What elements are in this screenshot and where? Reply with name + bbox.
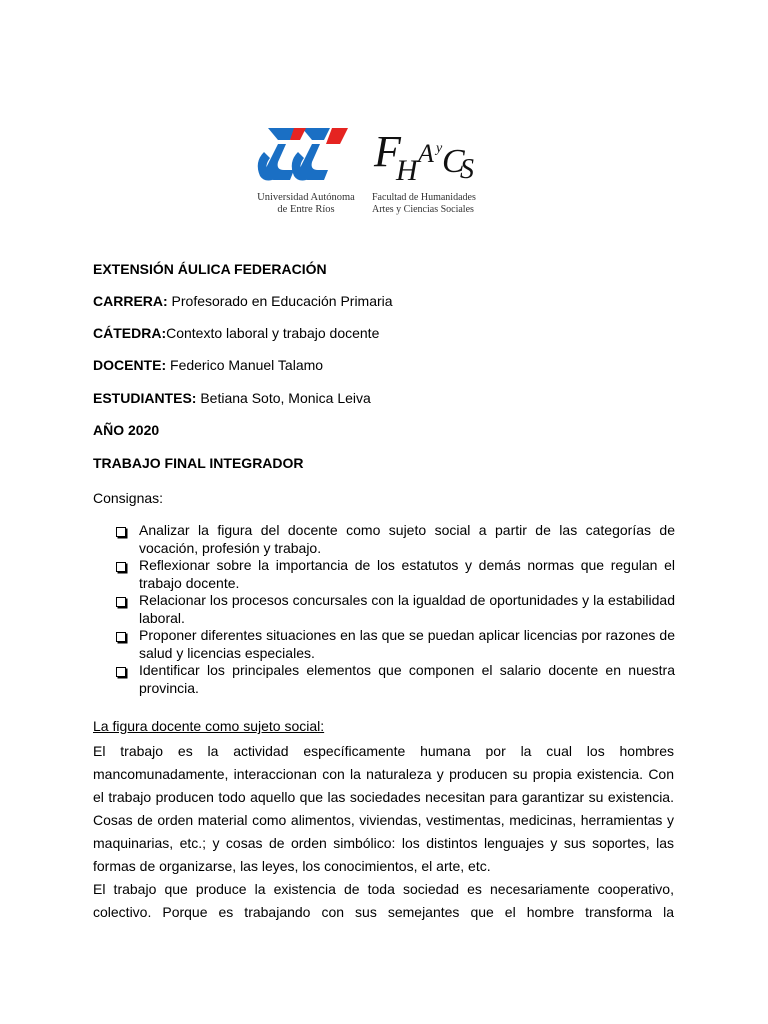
anio-text: AÑO 2020 — [93, 422, 160, 438]
svg-text:C: C — [442, 143, 465, 180]
faculty-name — [372, 192, 482, 215]
consignas-label: Consignas: — [93, 490, 164, 506]
uader-emblem-icon — [250, 122, 362, 190]
trabajo-heading — [93, 454, 304, 472]
list-item-text: Analizar la figura del docente como sujeto social a partir de las categorías de vocación, profesión y trabajo. — [139, 522, 675, 556]
carrera-label: CARRERA: — [93, 293, 168, 309]
section-title: La figura docente como sujeto social: — [93, 718, 325, 734]
catedra-value: Contexto laboral y trabajo docente — [166, 325, 380, 341]
list-item — [115, 592, 675, 627]
checkbox-bullet-icon — [116, 562, 126, 572]
extension-text: EXTENSIÓN ÁULICA FEDERACIÓN — [93, 261, 327, 277]
catedra-label: CÁTEDRA: — [93, 325, 167, 341]
carrera-value: Profesorado en Educación Primaria — [167, 293, 393, 309]
consignas-list — [115, 522, 675, 697]
docente-value: Federico Manuel Talamo — [166, 357, 324, 373]
university-name-line1: Universidad Autónoma — [257, 192, 355, 203]
university-name-line2: de Entre Ríos — [277, 204, 335, 215]
svg-text:A: A — [418, 139, 434, 168]
trabajo-text: TRABAJO FINAL INTEGRADOR — [93, 455, 304, 471]
checkbox-bullet-icon — [116, 527, 126, 537]
estudiantes-label: ESTUDIANTES: — [93, 390, 197, 406]
university-name — [246, 192, 366, 216]
list-item — [115, 557, 675, 592]
section-body — [93, 740, 674, 924]
svg-text:y: y — [436, 141, 443, 156]
list-item-text: Relacionar los procesos concursales con la igualdad de oportunidades y la estabilidad laboral. — [139, 592, 675, 626]
svg-text:H: H — [396, 154, 418, 187]
estudiantes-value: Betiana Soto, Monica Leiva — [196, 390, 371, 406]
list-item-text: Proponer diferentes situaciones en las que se puedan aplicar licencias por razones de salud y licencias especiales. — [139, 627, 675, 661]
extension-heading — [93, 260, 327, 278]
svg-text:F: F — [374, 127, 401, 176]
catedra-line — [93, 324, 379, 342]
list-item-text: Identificar los principales elementos que componen el salario docente en nuestra provincia. — [139, 662, 675, 696]
list-item-text: Reflexionar sobre la importancia de los estatutos y demás normas que regulan el trabajo docente. — [139, 557, 675, 591]
list-item — [115, 522, 675, 557]
paragraph: El trabajo es la actividad específicamente humana por la cual los hombres mancomunadamente, interaccionan con la naturaleza y producen su propia existencia. Con el trabajo producen todo aquello que las sociedades necesitan para garantizar su existencia. Cosas de orden material como alimentos, viviendas, vestimentas, medicinas, herramientas y maquinarias, etc.; y cosas de orden simbólico: los distintos lenguajes y sus soportes, las formas de organizarse, las leyes, los conocimientos, el arte, etc. — [93, 743, 674, 874]
list-item — [115, 662, 675, 697]
checkbox-bullet-icon — [116, 667, 126, 677]
checkbox-bullet-icon — [116, 597, 126, 607]
carrera-line — [93, 292, 393, 310]
uader-logo — [250, 122, 362, 217]
docente-line — [93, 356, 323, 374]
anio-line — [93, 421, 159, 439]
faculty-name-line2: Artes y Ciencias Sociales — [372, 203, 474, 215]
faculty-name-line1: Facultad de Humanidades — [372, 192, 476, 203]
estudiantes-line — [93, 389, 371, 407]
checkbox-bullet-icon — [116, 632, 126, 642]
docente-label: DOCENTE: — [93, 357, 167, 373]
svg-text:S: S — [460, 154, 474, 185]
paragraph: El trabajo que produce la existencia de toda sociedad es necesariamente cooperativo, colectivo. Porque es trabajando con sus semejantes que el hombre transforma la — [93, 881, 674, 920]
list-item — [115, 627, 675, 662]
fhaycs-logo — [372, 122, 492, 217]
fhaycs-monogram-icon — [372, 122, 482, 190]
